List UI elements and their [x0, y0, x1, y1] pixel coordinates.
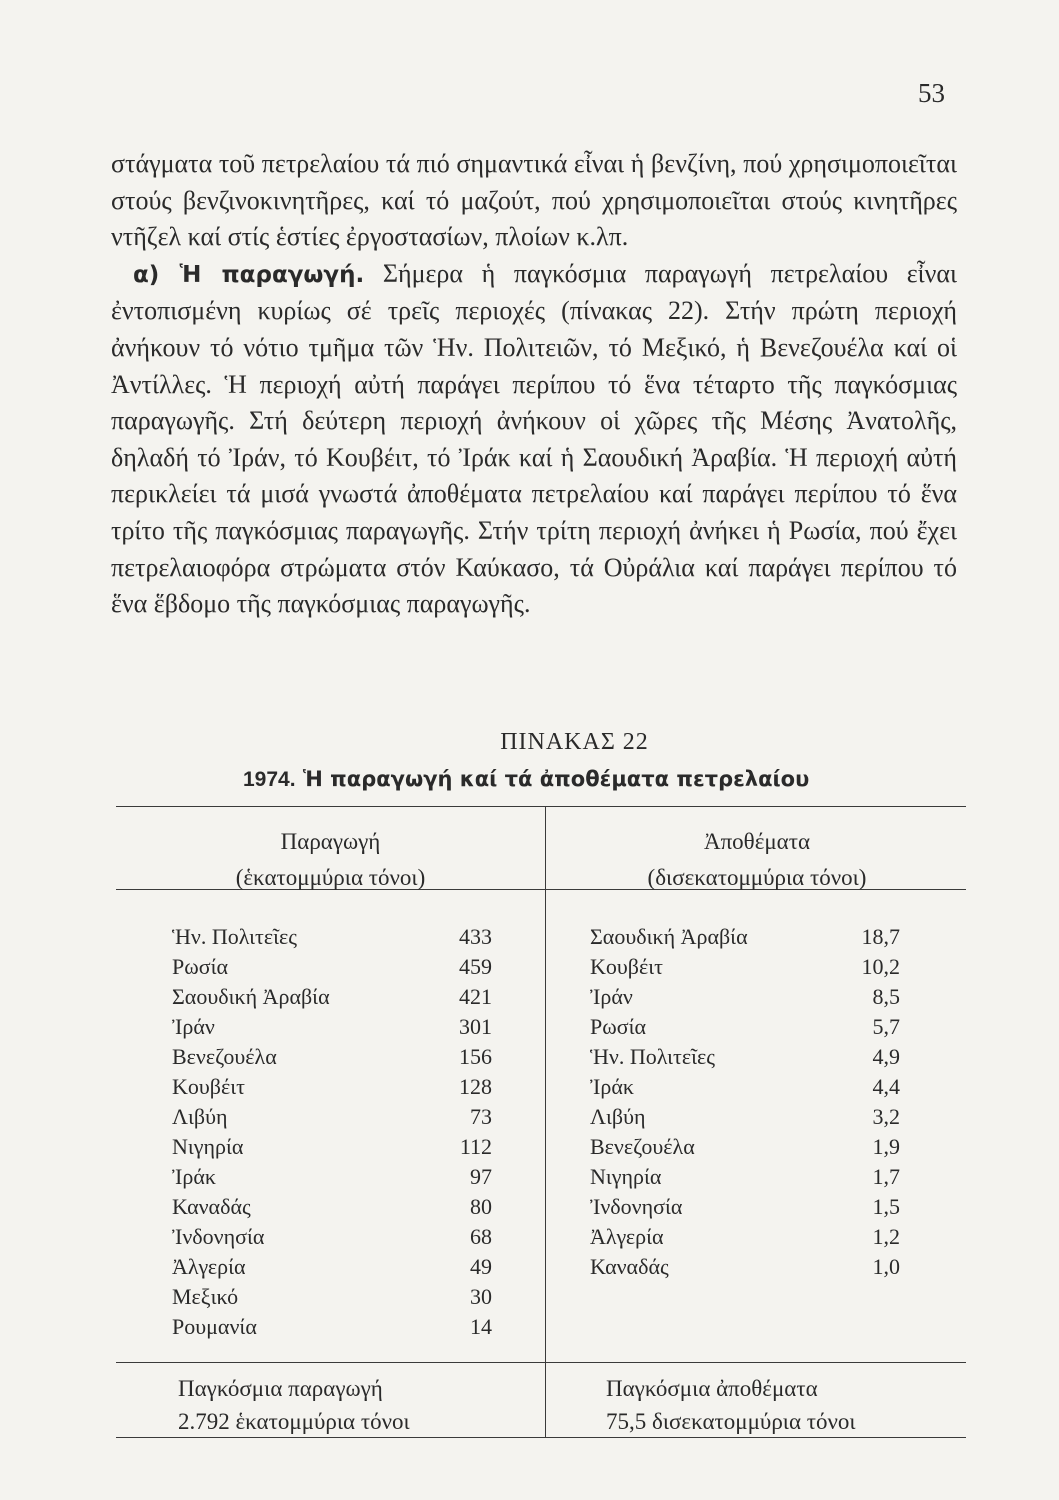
production-row — [172, 1042, 492, 1072]
world-reserves-label: Παγκόσμια ἀποθέματα — [606, 1376, 818, 1401]
reserves-header — [548, 824, 966, 896]
production-value: 433 — [459, 924, 492, 949]
production-value: 49 — [470, 1254, 492, 1279]
table-title: ΠΙΝΑΚΑΣ 22 — [500, 729, 649, 755]
reserves-value: 18,7 — [861, 924, 900, 949]
production-row — [172, 1192, 492, 1222]
reserves-value: 5,7 — [872, 1014, 900, 1039]
world-production-value: 2.792 ἑκατομμύρια τόνοι — [178, 1409, 410, 1434]
production-country: Νιγηρία — [172, 1134, 244, 1159]
production-row — [172, 1072, 492, 1102]
production-country: Καναδάς — [172, 1194, 251, 1219]
production-country: Ἀλγερία — [172, 1254, 246, 1279]
production-country: Ρουμανία — [172, 1314, 257, 1339]
reserves-row — [590, 1102, 900, 1132]
reserves-value: 8,5 — [872, 984, 900, 1009]
production-value: 97 — [470, 1164, 492, 1189]
reserves-value: 1,2 — [872, 1224, 900, 1249]
production-value: 421 — [459, 984, 492, 1009]
production-row — [172, 1102, 492, 1132]
reserves-list — [590, 922, 900, 1282]
production-row — [172, 1012, 492, 1042]
production-country: Κουβέιτ — [172, 1074, 245, 1099]
world-production-label: Παγκόσμια παραγωγή — [178, 1376, 383, 1401]
reserves-row — [590, 982, 900, 1012]
production-country: Ρωσία — [172, 954, 229, 979]
reserves-country: Λιβύη — [590, 1104, 646, 1129]
caption-text: Ἡ παραγωγή καί τά ἀποθέματα πετρελαίου — [295, 767, 810, 791]
production-value: 112 — [459, 1134, 492, 1159]
reserves-header-unit: (δισεκατομμύρια τόνοι) — [647, 865, 867, 890]
production-value: 156 — [459, 1044, 492, 1069]
production-row — [172, 1132, 492, 1162]
paragraph-1: στάγματα τοῦ πετρελαίου τά πιό σημαντικά εἶναι ἡ βενζίνη, πού χρησιμοποιεῖται στούς βενζινοκινητῆρες, καί τό μαζούτ, πού χρησιμοποιεῖται στούς κινητῆρες ντῆζελ καί στίς ἑστίες ἐργοστασίων, πλοίων κ.λπ. — [111, 149, 957, 252]
production-value: 68 — [470, 1224, 492, 1249]
production-value: 73 — [470, 1104, 492, 1129]
reserves-country: Ἰράκ — [590, 1074, 634, 1099]
paragraph-2 — [111, 256, 957, 623]
reserves-row — [590, 1222, 900, 1252]
reserves-row — [590, 1252, 900, 1282]
production-row — [172, 1312, 492, 1342]
production-value: 301 — [459, 1014, 492, 1039]
production-row — [172, 1222, 492, 1252]
reserves-country: Ρωσία — [590, 1014, 647, 1039]
production-value: 80 — [470, 1194, 492, 1219]
reserves-row — [590, 1132, 900, 1162]
production-country: Ἰράν — [172, 1014, 215, 1039]
reserves-value: 3,2 — [872, 1104, 900, 1129]
production-value: 30 — [470, 1284, 492, 1309]
reserves-country: Ἀλγερία — [590, 1224, 664, 1249]
world-production — [178, 1372, 410, 1438]
production-country: Ἰράκ — [172, 1164, 216, 1189]
reserves-row — [590, 1192, 900, 1222]
page-number: 53 — [918, 78, 945, 108]
production-country: Σαουδική Ἀραβία — [172, 984, 330, 1009]
reserves-country: Ἰράν — [590, 984, 633, 1009]
production-country: Ἡν. Πολιτεῖες — [172, 924, 298, 949]
production-header — [116, 824, 545, 896]
body-text — [111, 146, 957, 623]
reserves-value: 1,0 — [872, 1254, 900, 1279]
paragraph-2-text: Σήμερα ἡ παγκόσμια παραγωγή πετρελαίου εἶναι ἐντοπισμένη κυρίως σέ τρεῖς περιοχές (πίνακας 22). Στήν πρώτη περιοχή ἀνήκουν τό νότιο τμῆμα τῶν Ἡν. Πολιτειῶν, τό Μεξικό, ἡ Βενεζουέλα καί οἱ Ἀντίλλες. Ἡ περιοχή αὐτή παράγει περίπου τό ἕνα τέταρτο τῆς παγκόσμιας παραγωγῆς. Στή δεύτερη περιοχή ἀνήκουν οἱ χῶρες τῆς Μέσης Ἀνατολῆς, δηλαδή τό Ἰράν, τό Κουβέιτ, τό Ἰράκ καί ἡ Σαουδική Ἀραβία. Ἡ περιοχή αὐτή περικλείει τά μισά γνωστά ἀποθέματα πετρελαίου καί παράγει περίπου τό ἕνα τρίτο τῆς παγκόσμιας παραγωγῆς. Στήν τρίτη περιοχή ἀνήκει ἡ Ρωσία, πού ἔχει πετρελαιοφόρα στρώματα στόν Καύκασο, τά Οὐράλια καί παράγει περίπου τό ἕνα ἕβδομο τῆς παγκόσμιας παραγωγῆς. — [111, 258, 957, 619]
caption-year: 1974. — [243, 768, 296, 791]
table-column-divider — [545, 806, 546, 1438]
production-value: 459 — [459, 954, 492, 979]
reserves-value: 1,5 — [872, 1194, 900, 1219]
reserves-row — [590, 952, 900, 982]
reserves-country: Σαουδική Ἀραβία — [590, 924, 748, 949]
production-header-unit: (ἑκατομμύρια τόνοι) — [235, 865, 426, 890]
production-header-title: Παραγωγή — [280, 829, 381, 854]
reserves-row — [590, 1012, 900, 1042]
reserves-value: 10,2 — [861, 954, 900, 979]
reserves-value: 4,4 — [872, 1074, 900, 1099]
reserves-header-title: Ἀποθέματα — [703, 829, 811, 854]
reserves-value: 1,9 — [872, 1134, 900, 1159]
production-row — [172, 1252, 492, 1282]
table-footer-rule — [116, 1362, 966, 1363]
reserves-value: 1,7 — [872, 1164, 900, 1189]
production-row — [172, 982, 492, 1012]
production-country: Ἰνδονησία — [172, 1224, 265, 1249]
production-country: Λιβύη — [172, 1104, 228, 1129]
production-country: Βενεζουέλα — [172, 1044, 277, 1069]
reserves-value: 4,9 — [872, 1044, 900, 1069]
production-row — [172, 1282, 492, 1312]
reserves-country: Νιγηρία — [590, 1164, 662, 1189]
section-heading: α) Ἡ παραγωγή. — [133, 261, 365, 288]
reserves-row — [590, 1162, 900, 1192]
world-reserves — [606, 1372, 856, 1438]
table-caption — [243, 767, 843, 792]
reserves-row — [590, 922, 900, 952]
world-reserves-value: 75,5 δισεκατομμύρια τόνοι — [606, 1409, 856, 1434]
reserves-row — [590, 1042, 900, 1072]
production-list — [172, 922, 492, 1342]
production-row — [172, 922, 492, 952]
production-row — [172, 952, 492, 982]
reserves-row — [590, 1072, 900, 1102]
production-row — [172, 1162, 492, 1192]
reserves-country: Κουβέιτ — [590, 954, 663, 979]
production-country: Μεξικό — [172, 1284, 239, 1309]
production-value: 128 — [459, 1074, 492, 1099]
table-top-rule — [116, 806, 966, 807]
reserves-country: Ἡν. Πολιτεῖες — [590, 1044, 716, 1069]
reserves-country: Ἰνδονησία — [590, 1194, 683, 1219]
production-value: 14 — [470, 1314, 492, 1339]
reserves-country: Καναδάς — [590, 1254, 669, 1279]
reserves-country: Βενεζουέλα — [590, 1134, 695, 1159]
